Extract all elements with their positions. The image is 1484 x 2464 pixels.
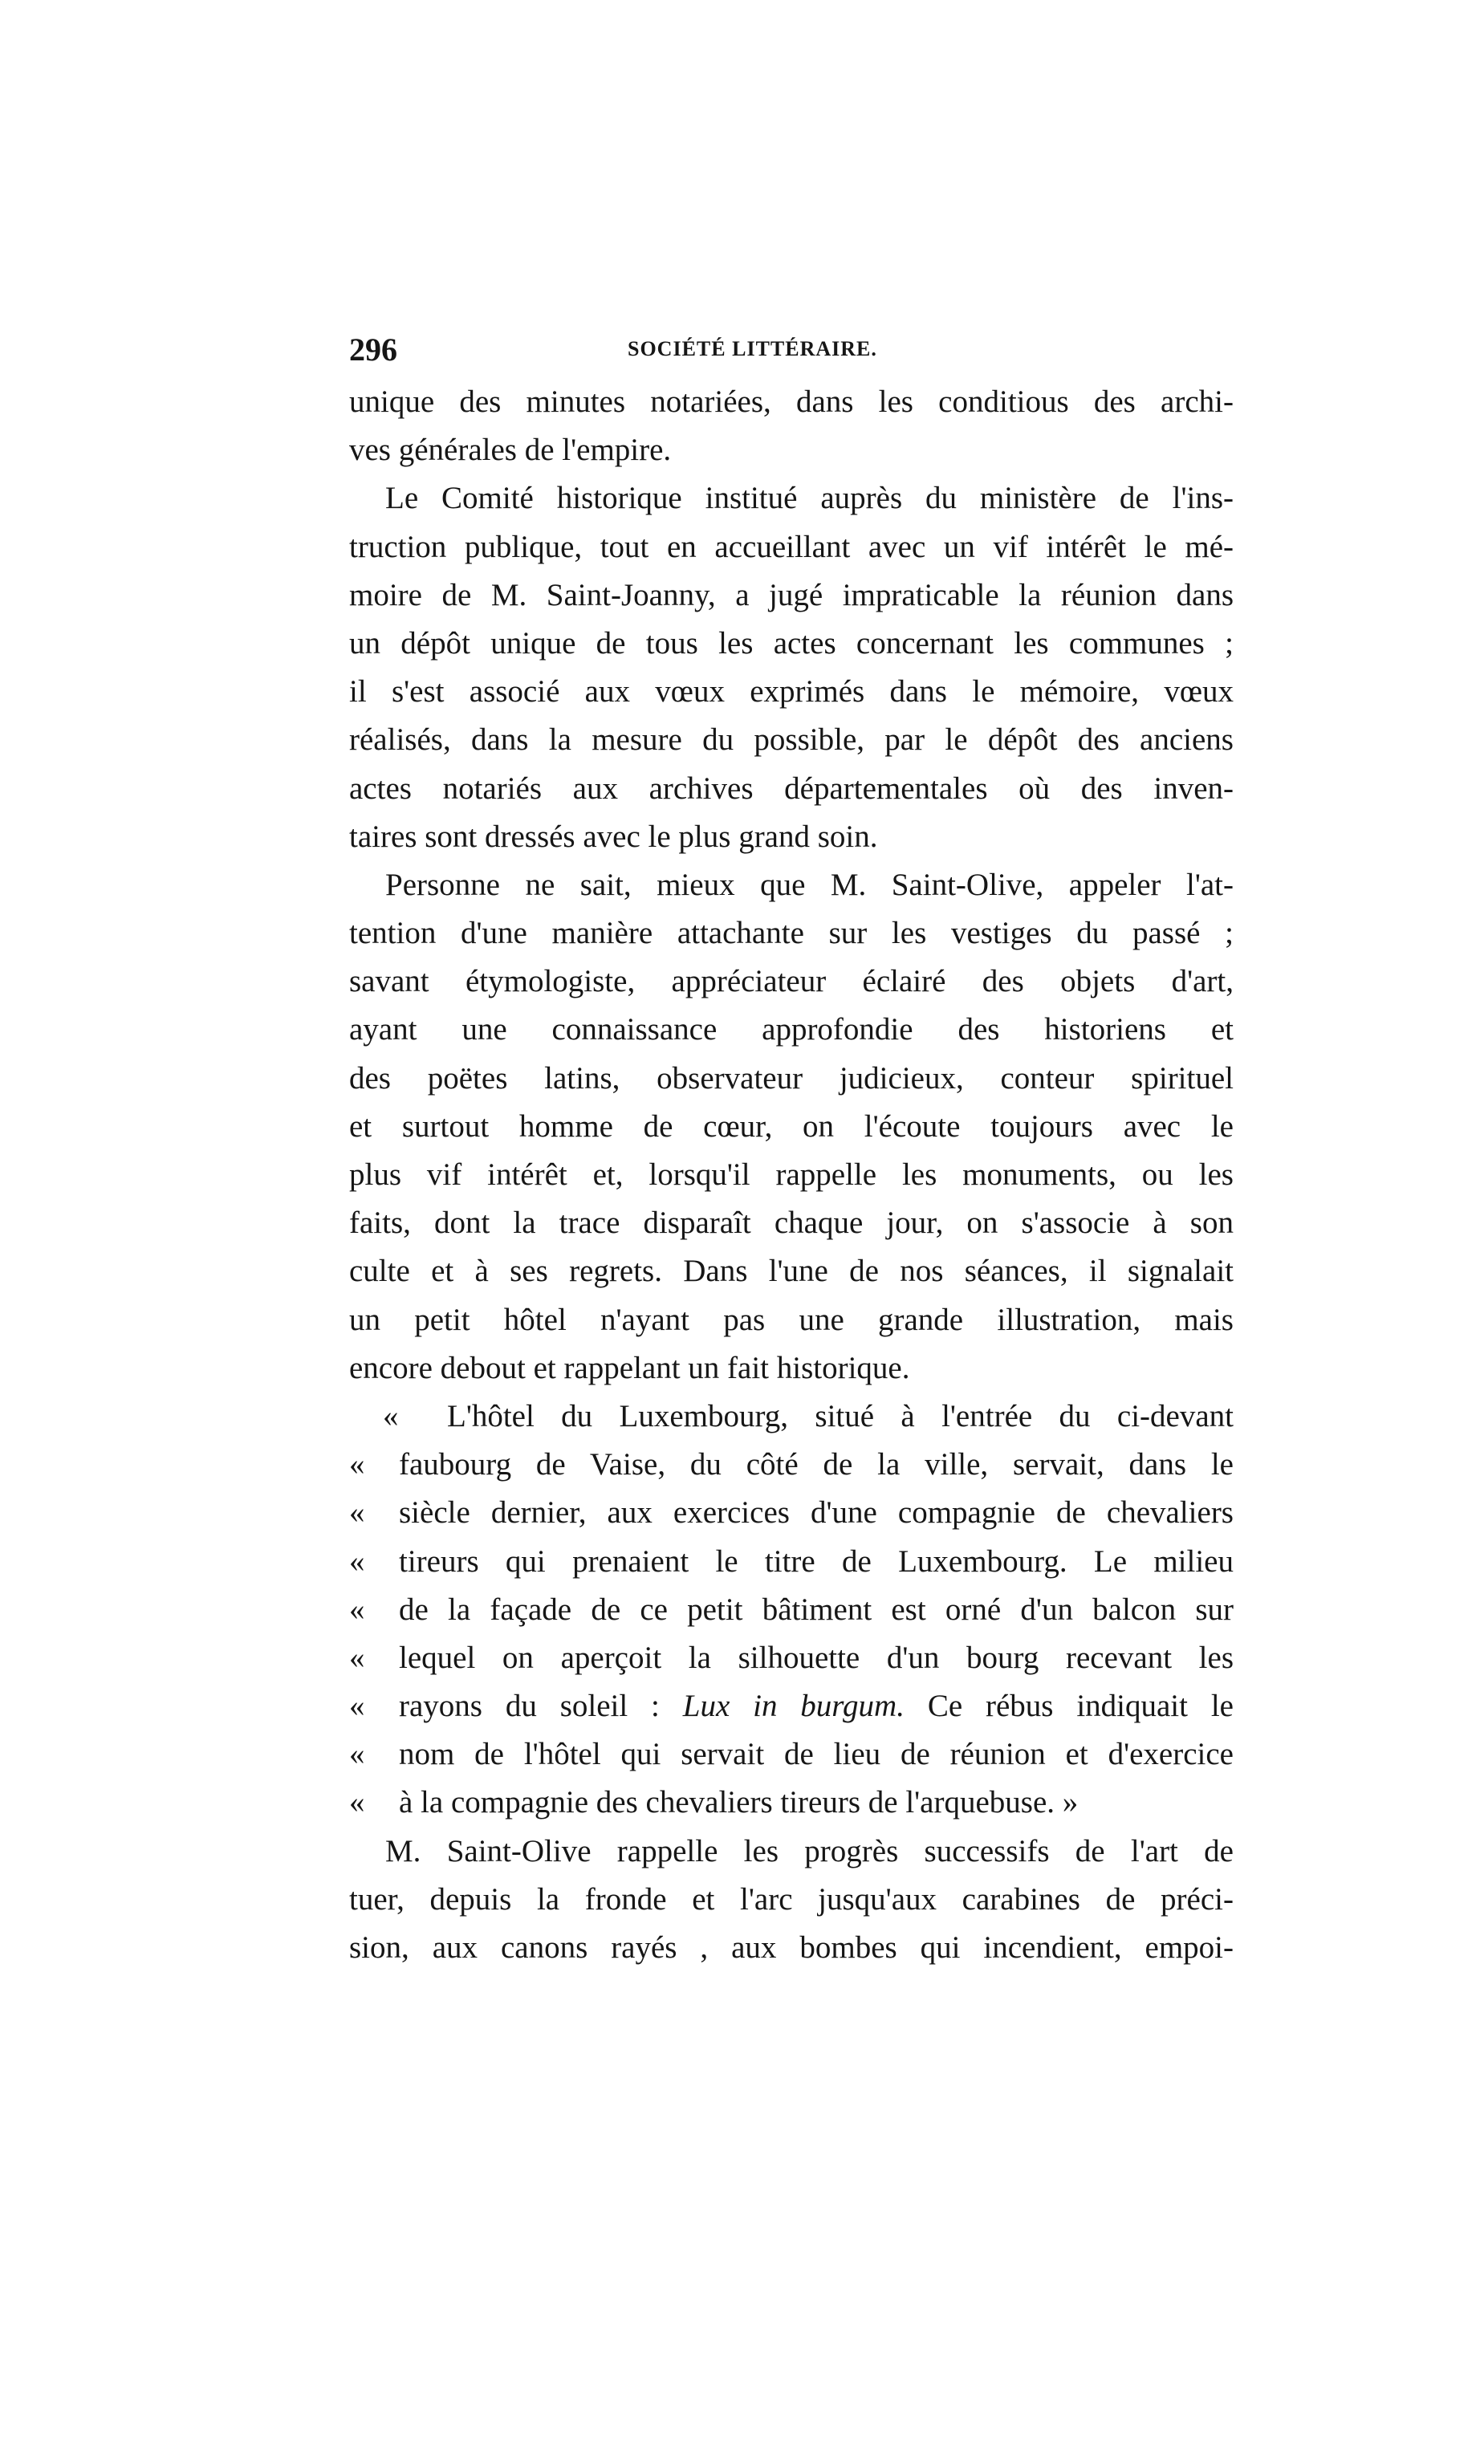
text-line — [349, 813, 1234, 861]
running-title: SOCIÉTÉ LITTÉRAIRE. — [628, 337, 877, 360]
text-line — [349, 909, 1234, 958]
line-text: un petit hôtel n'ayant pas une grande illustration, mais — [349, 1302, 1234, 1337]
line-text: faubourg de Vaise, du côté de la ville, servait, dans le — [399, 1447, 1234, 1482]
text-line — [349, 620, 1234, 668]
line-text: tireurs qui prenaient le titre de Luxembourg. Le milieu — [399, 1543, 1234, 1579]
quote-text — [399, 1634, 1234, 1682]
line-text: rayons du soleil : — [399, 1689, 683, 1724]
text-line — [349, 716, 1234, 764]
text-line — [349, 1296, 1234, 1344]
text-line — [349, 426, 1234, 474]
line-text: unique des minutes notariées, dans les conditious des archi- — [349, 384, 1234, 419]
quoted-text-line — [349, 1634, 1234, 1682]
text-line — [349, 1103, 1234, 1151]
quote-text — [399, 1586, 1234, 1634]
quote-mark: « — [349, 1689, 365, 1724]
line-text: culte et à ses regrets. Dans l'une de nos séances, il signalait — [349, 1254, 1234, 1289]
quoted-text-line — [349, 1538, 1234, 1586]
italic-phrase: Lux in burgum. — [682, 1689, 905, 1724]
line-text: ves générales de l'empire. — [349, 433, 672, 468]
text-line — [349, 861, 1234, 909]
text-line — [349, 1876, 1234, 1924]
quoted-text-line — [349, 1586, 1234, 1634]
line-text: truction publique, tout en accueillant avec un vif intérêt le mé- — [349, 529, 1234, 564]
line-text: moire de M. Saint-Joanny, a jugé impraticable la réunion dans — [349, 577, 1234, 612]
line-text: ayant une connaissance approfondie des historiens et — [349, 1012, 1234, 1047]
quoted-text-line — [349, 1682, 1234, 1730]
quoted-text-line — [349, 1779, 1234, 1827]
line-text: de la façade de ce petit bâtiment est orné d'un balcon sur — [399, 1592, 1234, 1627]
line-text: sion, aux canons rayés , aux bombes qui incendient, empoi- — [349, 1930, 1234, 1965]
line-text: Le Comité historique institué auprès du ministère de l'ins- — [385, 481, 1234, 516]
line-text: Ce rébus indiquait le — [904, 1689, 1234, 1724]
quote-text — [399, 1779, 1234, 1827]
text-line — [349, 1828, 1234, 1876]
quoted-text-line — [349, 1730, 1234, 1779]
line-text: tuer, depuis la fronde et l'arc jusqu'aux carabines de préci- — [349, 1881, 1234, 1917]
line-text: M. Saint-Olive rappelle les progrès successifs de l'art de — [385, 1833, 1234, 1868]
line-text: un dépôt unique de tous les actes concernant les communes ; — [349, 625, 1234, 661]
line-text: savant étymologiste, appréciateur éclairé des objets d'art, — [349, 964, 1234, 999]
quoted-text-line — [349, 1441, 1234, 1489]
text-line — [349, 1151, 1234, 1199]
quote-mark: « — [349, 1640, 365, 1675]
quote-text — [447, 1393, 1234, 1441]
line-text: taires sont dressés avec le plus grand soin. — [349, 819, 878, 854]
line-text: et surtout homme de cœur, on l'écoute toujours avec le — [349, 1108, 1234, 1144]
body-text — [349, 378, 1234, 1972]
quoted-text-line — [349, 1489, 1234, 1537]
line-text: tention d'une manière attachante sur les vestiges du passé ; — [349, 916, 1234, 951]
quote-mark: « — [349, 1785, 365, 1820]
text-line — [349, 958, 1234, 1006]
text-line — [349, 1344, 1234, 1393]
text-line — [349, 523, 1234, 571]
text-line — [349, 571, 1234, 620]
line-text: L'hôtel du Luxembourg, situé à l'entrée du ci-devant — [447, 1398, 1234, 1433]
line-text: encore debout et rappelant un fait historique. — [349, 1350, 910, 1385]
quote-mark: « — [383, 1398, 399, 1433]
line-text: lequel on aperçoit la silhouette d'un bourg recevant les — [399, 1640, 1234, 1675]
text-line — [349, 378, 1234, 426]
line-text: siècle dernier, aux exercices d'une compagnie de chevaliers — [399, 1495, 1234, 1531]
line-text: il s'est associé aux vœux exprimés dans le mémoire, vœux — [349, 674, 1234, 710]
line-text: nom de l'hôtel qui servait de lieu de réunion et d'exercice — [399, 1737, 1234, 1772]
quote-text — [399, 1730, 1234, 1779]
quote-text — [399, 1489, 1234, 1537]
quote-text — [399, 1682, 1234, 1730]
quote-text — [399, 1538, 1234, 1586]
quote-mark: « — [349, 1737, 365, 1772]
text-line — [349, 474, 1234, 522]
line-text: à la compagnie des chevaliers tireurs de l'arquebuse. » — [399, 1785, 1079, 1820]
quote-mark: « — [349, 1495, 365, 1531]
page-number: 296 — [349, 331, 397, 368]
text-line — [349, 765, 1234, 813]
quote-mark: « — [349, 1543, 365, 1579]
line-text: actes notariés aux archives départementales où des inven- — [349, 771, 1234, 806]
quoted-text-line — [349, 1393, 1234, 1441]
quote-mark: « — [349, 1447, 365, 1482]
line-text: faits, dont la trace disparaît chaque jour, on s'associe à son — [349, 1206, 1234, 1241]
line-text: des poëtes latins, observateur judicieux, conteur spirituel — [349, 1060, 1234, 1096]
line-text: Personne ne sait, mieux que M. Saint-Olive, appeler l'at- — [385, 867, 1234, 902]
text-line — [349, 1055, 1234, 1103]
text-line — [349, 1006, 1234, 1054]
quote-mark: « — [349, 1592, 365, 1627]
text-line — [349, 668, 1234, 716]
text-line — [349, 1247, 1234, 1295]
line-text: réalisés, dans la mesure du possible, par le dépôt des anciens — [349, 722, 1234, 758]
quote-text — [399, 1441, 1234, 1489]
text-line — [349, 1924, 1234, 1972]
text-line — [349, 1199, 1234, 1247]
line-text: plus vif intérêt et, lorsqu'il rappelle les monuments, ou les — [349, 1157, 1234, 1192]
